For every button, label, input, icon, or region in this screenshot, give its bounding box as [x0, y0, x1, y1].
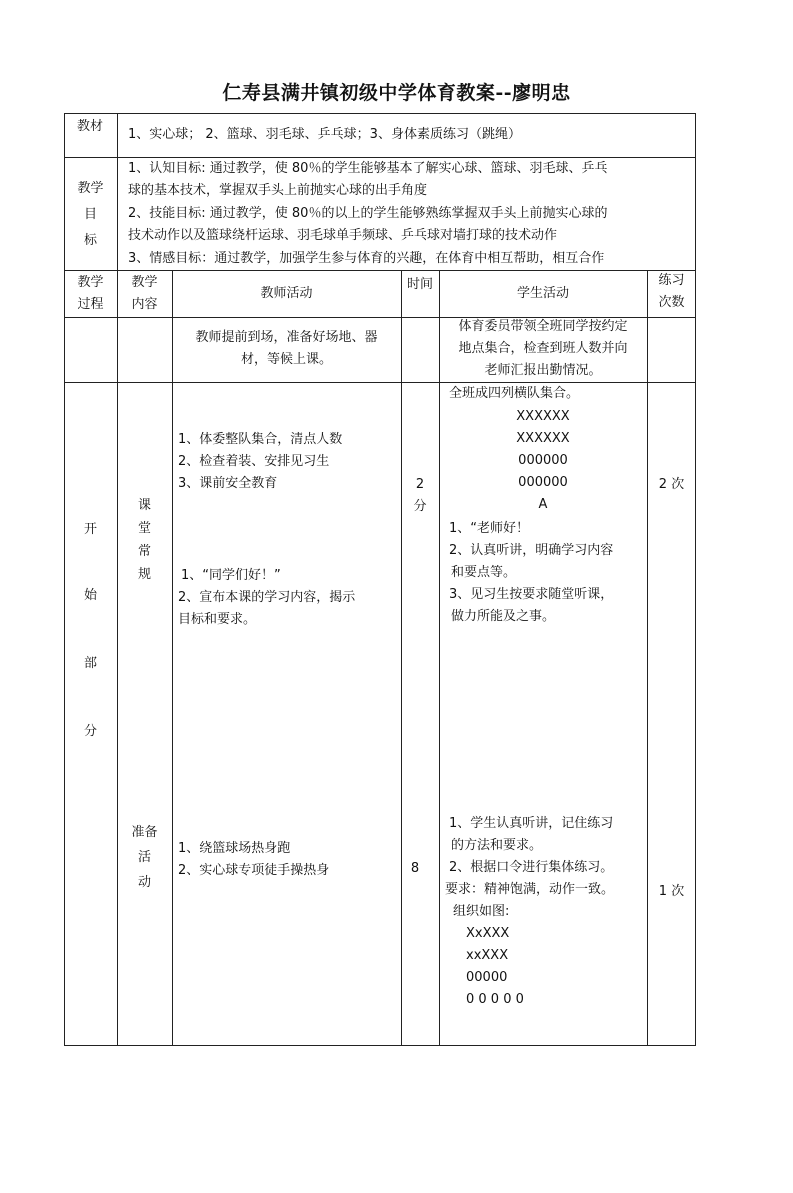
goal-line: 球的基本技术，掌握双手头上前抛实心球的出手角度	[128, 183, 428, 199]
goal-line: 1、认知目标: 通过教学，使 80％的学生能够基本了解实心球、篮球、羽毛球、乒乓	[128, 161, 608, 176]
routine-student-b: 1、“老师好！ 2、认真听讲，明确学习内容 和要点等。 3、见习生按要求随堂听课， 做力所能及之事。	[449, 521, 614, 624]
routine-time: 2 分	[413, 477, 427, 514]
row-divider	[64, 270, 696, 271]
warmup-content: 准备 活 动	[131, 825, 158, 890]
material-label: 教材	[77, 119, 104, 134]
header-content: 教学 内容	[131, 275, 158, 312]
routine-student-a: 全班成四列横队集合。	[449, 386, 580, 401]
routine-teacher-b: 1、“同学们好！” 2、宣布本课的学习内容，揭示 目标和要求。	[178, 568, 356, 627]
goal-line: 3、情感目标：通过教学，加强学生参与体育的兴趣，在体育中相互帮助，相互合作	[128, 250, 605, 266]
header-process: 教学 过程	[77, 275, 104, 312]
col-divider	[401, 270, 402, 1046]
col-divider	[117, 270, 118, 1046]
warmup-count: 1 次	[658, 884, 685, 899]
formation-grid-b: XxXXX xxXXX 00000 0 0 0 0 0	[466, 926, 524, 1007]
page-title: 仁寿县满井镇初级中学体育教案--廖明忠	[222, 82, 571, 104]
section-name-2: 始	[84, 588, 98, 603]
goals-text	[128, 158, 607, 270]
section-name-4: 分	[84, 724, 98, 739]
col-divider	[172, 270, 173, 1046]
routine-teacher-a: 1、体委整队集合，清点人数 2、检查着装、安排见习生 3、课前安全教育	[178, 432, 343, 491]
header-student: 学生活动	[516, 286, 569, 301]
prep-student: 体育委员带领全班同学按约定 地点集合，检查到班人数并向 老师汇报出勤情况。	[458, 319, 628, 378]
col-divider	[117, 113, 118, 270]
formation-grid-a: XXXXXX XXXXXX 000000 000000 A	[516, 409, 570, 512]
section-name-1: 开	[84, 522, 98, 537]
warmup-student: 1、学生认真听讲，记住练习 的方法和要求。 2、根据口令进行集体练习。 要求：精神饱满，动作一致。 组织如图:	[445, 816, 615, 919]
warmup-time: 8	[410, 861, 420, 876]
goals-label: 教学 目 标	[77, 181, 104, 248]
col-divider	[439, 270, 440, 1046]
routine-count: 2 次	[658, 477, 685, 492]
prep-teacher: 教师提前到场，准备好场地、器 材，等候上课。	[195, 330, 378, 367]
header-count: 练习 次数	[658, 273, 685, 310]
header-time: 时间	[406, 277, 433, 292]
header-teacher: 教师活动	[260, 286, 313, 301]
col-divider	[647, 270, 648, 1046]
warmup-teacher: 1、绕篮球场热身跑 2、实心球专项徒手操热身	[178, 841, 330, 878]
goal-line: 2、技能目标: 通过教学，使 80％的以上的学生能够熟练掌握双手头上前抛实心球的	[128, 205, 608, 221]
section-name-3: 部	[84, 656, 98, 671]
row-divider	[64, 382, 696, 383]
goal-line: 技术动作以及篮球绕杆运球、羽毛球单手频球、乒乓球对墙打球的技术动作	[128, 228, 558, 244]
material-content: 1、实心球； 2、篮球、羽毛球、乒乓球；3、身体素质练习（跳绳）	[128, 127, 521, 142]
routine-content: 课 堂 常 规	[137, 498, 151, 582]
